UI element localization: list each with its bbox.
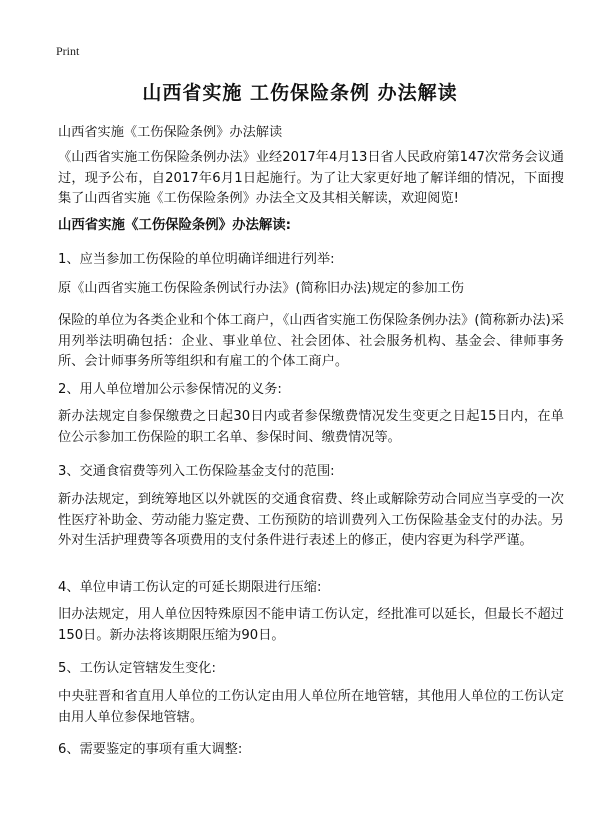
paragraph: 新办法规定自参保缴费之日起30日内或者参保缴费情况发生变更之日起15日内，在单位公示参加工伤保险的职工名单、参保时间、缴费情况等。 bbox=[58, 409, 564, 445]
paragraph: 原《山西省实施工伤保险条例试行办法》(简称旧办法)规定的参加工伤 bbox=[58, 281, 464, 296]
list-item-title: 6、需要鉴定的事项有重大调整: bbox=[58, 742, 243, 757]
list-item-title: 3、交通食宿费等列入工伤保险基金支付的范围: bbox=[58, 464, 335, 479]
paragraph: 中央驻晋和省直用人单位的工伤认定由用人单位所在地管辖，其他用人单位的工伤认定由用人单位参保地管辖。 bbox=[58, 689, 564, 725]
list-item-title: 5、工伤认定管辖发生变化: bbox=[58, 661, 216, 676]
list-item-title: 4、单位申请工伤认定的可延长期限进行压缩: bbox=[58, 580, 322, 595]
list-item-title: 2、用人单位增加公示参保情况的义务: bbox=[58, 382, 282, 397]
section-heading: 山西省实施《工伤保险条例》办法解读: bbox=[58, 218, 291, 233]
paragraph: 新办法规定，到统筹地区以外就医的交通食宿费、终止或解除劳动合同应当享受的一次性医疗补助金、劳动能力鉴定费、工伤预防的培训费列入工伤保险基金支付的办法。另外对生活护理费等各项费用的支付条件进行表述上的修正，使内容更为科学严谨。 bbox=[58, 492, 564, 548]
page-title: 山西省实施 工伤保险条例 办法解读 bbox=[142, 82, 458, 104]
intro-paragraph: 《山西省实施工伤保险条例办法》业经2017年4月13日省人民政府第147次常务会议通过，现予公布，自2017年6月1日起施行。为了让大家更好地了解详细的情况，下面搜集了山西省实施《工伤保险条例》办法全文及其相关解读，欢迎阅览! bbox=[58, 150, 564, 206]
list-item-title: 1、应当参加工伤保险的单位明确详细进行列举: bbox=[58, 252, 335, 267]
article-subtitle: 山西省实施《工伤保险条例》办法解读 bbox=[58, 125, 283, 140]
paragraph: 保险的单位为各类企业和个体工商户，《山西省实施工伤保险条例办法》(简称新办法)采用列举法明确包括：企业、事业单位、社会团体、社会服务机构、基金会、律师事务所、会计师事务所等组织和有雇工的个体工商户。 bbox=[58, 313, 564, 369]
paragraph: 旧办法规定，用人单位因特殊原因不能申请工伤认定，经批准可以延长，但最长不超过150日。新办法将该期限压缩为90日。 bbox=[58, 607, 564, 643]
print-label: Print bbox=[56, 44, 80, 58]
